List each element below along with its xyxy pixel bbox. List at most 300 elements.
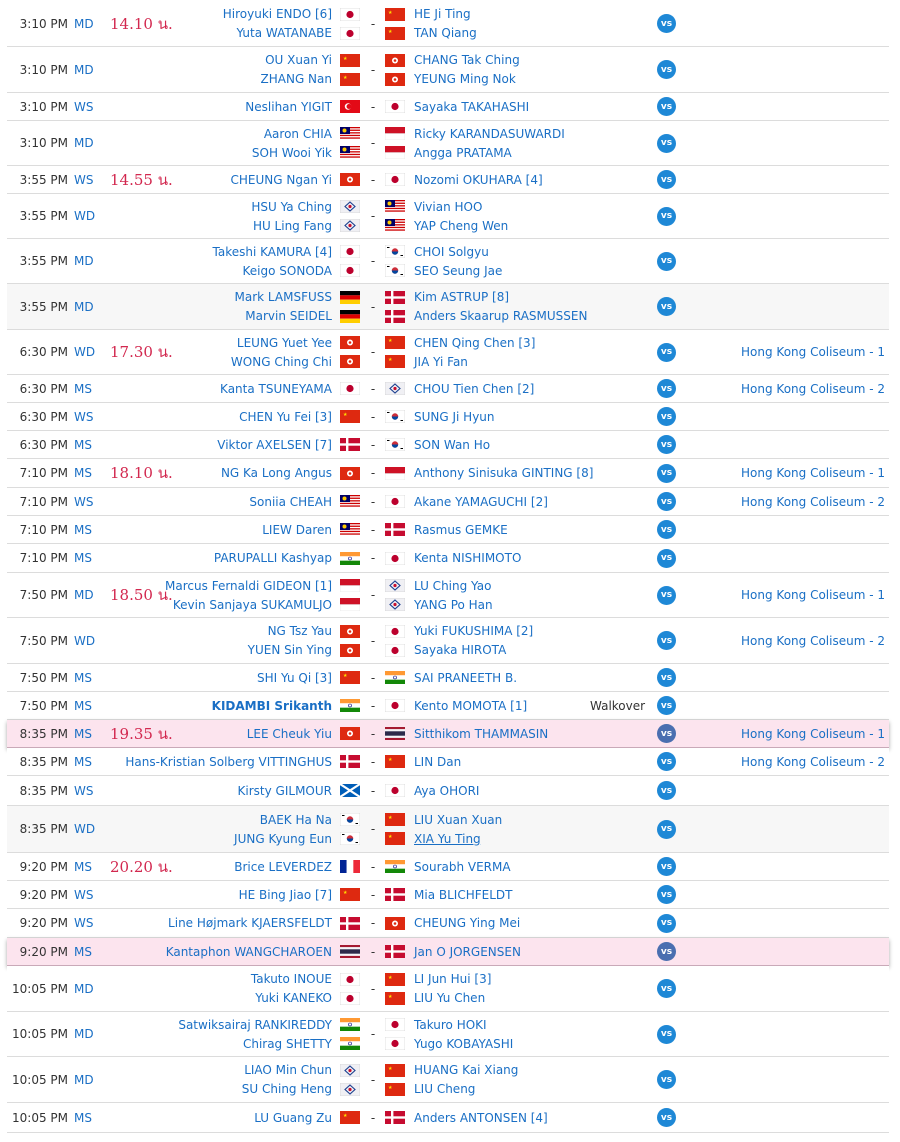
match-row[interactable] <box>7 909 889 938</box>
vs-icon[interactable]: vs <box>657 1025 676 1044</box>
vs-icon[interactable]: vs <box>657 1070 676 1089</box>
event-link[interactable]: MD <box>74 62 94 77</box>
player-link[interactable]: Sitthikom THAMMASIN <box>414 726 549 741</box>
vs-button[interactable] <box>657 720 676 747</box>
match-row[interactable] <box>7 239 889 284</box>
flag-den-icon <box>385 1111 405 1124</box>
player-link[interactable]: HE Ji Ting <box>414 7 471 21</box>
vs-button[interactable] <box>657 881 676 908</box>
vs-icon[interactable]: vs <box>657 857 676 876</box>
player-link[interactable]: Hans-Kristian Solberg VITTINGHUS <box>125 754 332 769</box>
player-link[interactable]: HE Bing Jiao [7] <box>238 887 332 902</box>
player-link[interactable]: LIU Xuan Xuan <box>414 812 503 827</box>
player-link[interactable]: LIU Yu Chen <box>414 991 486 1005</box>
vs-button[interactable] <box>657 488 676 515</box>
event-link[interactable]: WS <box>74 409 94 424</box>
flag-tha-icon <box>340 945 360 958</box>
vs-button[interactable] <box>657 664 676 691</box>
local-time-note: 20.20 น. <box>110 857 173 876</box>
event-link[interactable]: MD <box>74 1027 94 1041</box>
vs-icon[interactable]: vs <box>657 134 676 153</box>
vs-icon[interactable]: vs <box>657 60 676 79</box>
player-link[interactable]: LIN Dan <box>414 754 462 769</box>
vs-button[interactable] <box>657 375 676 402</box>
vs-icon[interactable]: vs <box>657 942 676 961</box>
player-link[interactable]: LEE Cheuk Yiu <box>246 726 332 741</box>
player-link[interactable]: SEO Seung Jae <box>414 263 503 278</box>
player-link[interactable]: CHEN Qing Chen [3] <box>414 335 536 350</box>
venue-link[interactable]: Hong Kong Coliseum - 1 <box>741 726 885 741</box>
player-link[interactable]: Aaron CHIA <box>263 126 332 141</box>
player-link[interactable]: LU Guang Zu <box>254 1110 332 1125</box>
player-link[interactable]: Takuro HOKI <box>414 1017 487 1032</box>
flag-ina-icon <box>340 598 360 611</box>
team-right <box>385 776 621 805</box>
player-link[interactable]: Kanta TSUNEYAMA <box>220 381 332 396</box>
vs-button[interactable] <box>657 748 676 775</box>
team-right <box>385 881 621 908</box>
player-link[interactable]: LIU Cheng <box>414 1082 476 1096</box>
flag-tpe-icon <box>340 1083 360 1096</box>
match-row[interactable] <box>7 431 889 459</box>
player-link[interactable]: Line Højmark KJAERSFELDT <box>168 916 332 930</box>
vs-icon[interactable]: vs <box>657 1108 676 1127</box>
event-link[interactable]: WS <box>74 887 94 902</box>
vs-button[interactable] <box>657 194 676 238</box>
player-link[interactable]: Kirsty GILMOUR <box>237 783 332 798</box>
vs-button[interactable] <box>657 284 676 329</box>
event-link[interactable]: MD <box>74 254 94 268</box>
match-row[interactable] <box>7 720 889 748</box>
player-link[interactable]: Vivian HOO <box>414 199 483 214</box>
flag-ina-icon <box>385 146 405 159</box>
player-link[interactable]: LI Jun Hui [3] <box>414 972 492 986</box>
vs-button[interactable] <box>657 166 676 193</box>
vs-icon[interactable]: vs <box>657 252 676 271</box>
player-link[interactable]: JIA Yi Fan <box>414 354 468 369</box>
player-link[interactable]: KIDAMBI Srikanth <box>211 698 332 713</box>
match-row[interactable] <box>7 375 889 403</box>
event-link[interactable]: MS <box>74 726 92 741</box>
player-link[interactable]: CHEN Yu Fei [3] <box>239 409 332 424</box>
player-link[interactable]: Chirag SHETTY <box>242 1036 332 1051</box>
event-link[interactable]: WD <box>74 345 96 359</box>
player-entry <box>385 24 477 43</box>
vs-button[interactable] <box>657 1012 676 1056</box>
player-link[interactable]: Mark LAMSFUSS <box>234 290 332 304</box>
event-link[interactable]: WS <box>74 783 94 798</box>
match-row[interactable] <box>7 47 889 93</box>
event-link[interactable]: WS <box>74 99 94 114</box>
player-link[interactable]: OU Xuan Yi <box>265 53 332 67</box>
event-link[interactable]: MS <box>74 522 92 537</box>
player-entry <box>385 1015 487 1034</box>
event-link[interactable]: WS <box>74 494 94 509</box>
player-link[interactable]: NG Ka Long Angus <box>220 466 332 480</box>
player-link[interactable]: Yuki FUKUSHIMA [2] <box>414 624 534 638</box>
player-entry <box>245 307 360 326</box>
venue-link[interactable]: Hong Kong Coliseum - 1 <box>741 466 885 480</box>
vs-icon[interactable]: vs <box>657 586 676 605</box>
flag-tpe-icon <box>385 579 405 592</box>
match-row[interactable] <box>7 806 889 853</box>
vs-icon[interactable]: vs <box>657 207 676 226</box>
player-link[interactable]: LIEW Daren <box>262 522 332 537</box>
player-entry <box>385 407 495 426</box>
player-entry <box>265 51 360 70</box>
vs-icon[interactable]: vs <box>657 820 676 839</box>
player-link[interactable]: Yugo KOBAYASHI <box>414 1036 514 1051</box>
match-row[interactable] <box>7 121 889 166</box>
team-left <box>147 194 360 238</box>
vs-button[interactable] <box>657 1 676 46</box>
player-link[interactable]: LIAO Min Chun <box>244 1063 332 1077</box>
match-row[interactable] <box>7 93 889 121</box>
match-row[interactable] <box>7 966 889 1012</box>
player-link[interactable]: ZHANG Nan <box>260 72 332 86</box>
player-link[interactable]: LU Ching Yao <box>414 578 492 593</box>
player-link[interactable]: YUEN Sin Ying <box>247 643 332 657</box>
player-link[interactable]: Sourabh VERMA <box>414 859 511 874</box>
team-right <box>385 516 621 543</box>
player-link[interactable]: SHI Yu Qi [3] <box>257 670 332 685</box>
venue-link[interactable]: Hong Kong Coliseum - 2 <box>741 754 885 769</box>
player-link[interactable]: Hiroyuki ENDO [6] <box>222 7 332 21</box>
event-link[interactable]: WD <box>74 633 96 648</box>
vs-icon[interactable]: vs <box>657 549 676 568</box>
match-row[interactable] <box>7 573 889 618</box>
player-link[interactable]: Kenta NISHIMOTO <box>414 551 522 565</box>
player-link[interactable]: SAI PRANEETH B. <box>414 670 518 685</box>
vs-button[interactable] <box>657 806 676 852</box>
event-link[interactable]: MD <box>74 136 94 150</box>
player-entry <box>217 435 360 454</box>
player-link[interactable]: SON Wan Ho <box>414 437 491 452</box>
player-entry <box>214 549 360 568</box>
player-link[interactable]: BAEK Ha Na <box>259 812 332 827</box>
vs-button[interactable] <box>657 516 676 543</box>
event-link[interactable]: MS <box>74 670 92 685</box>
player-link[interactable]: Marcus Fernaldi GIDEON [1] <box>165 578 332 593</box>
match-row[interactable] <box>7 488 889 516</box>
match-row[interactable] <box>7 1012 889 1057</box>
player-entry <box>385 492 548 511</box>
player-link[interactable]: XIA Yu Ting <box>414 831 481 846</box>
event-link[interactable]: WD <box>74 209 96 223</box>
event-link[interactable]: MS <box>74 381 92 396</box>
match-row[interactable] <box>7 618 889 664</box>
event-link[interactable]: MD <box>74 299 94 314</box>
player-link[interactable]: CHEUNG Ying Mei <box>414 916 521 930</box>
player-link[interactable]: CHEUNG Ngan Yi <box>230 172 332 187</box>
venue-link[interactable]: Hong Kong Coliseum - 1 <box>741 345 885 359</box>
vs-button[interactable] <box>657 544 676 572</box>
player-link[interactable]: YEUNG Ming Nok <box>414 72 516 86</box>
match-time: 7:50 PM <box>19 670 68 685</box>
player-entry <box>239 407 360 426</box>
venue-link[interactable]: Hong Kong Coliseum - 2 <box>741 494 885 509</box>
versus-dash: - <box>370 754 376 769</box>
vs-icon[interactable]: vs <box>657 914 676 933</box>
player-entry <box>385 197 482 216</box>
player-entry <box>385 724 548 743</box>
player-link[interactable]: Kento MOMOTA [1] <box>414 698 528 713</box>
match-row[interactable] <box>7 853 889 881</box>
player-link[interactable]: Yuki KANEKO <box>255 991 332 1005</box>
event-link[interactable]: WD <box>74 822 96 836</box>
flag-mas-icon <box>385 219 405 232</box>
player-link[interactable]: Nozomi OKUHARA [4] <box>414 172 543 187</box>
flag-ind-icon <box>340 552 360 565</box>
vs-icon[interactable]: vs <box>657 979 676 998</box>
flag-hkg-icon <box>340 625 360 638</box>
match-row[interactable] <box>7 692 889 720</box>
vs-button[interactable] <box>657 938 676 965</box>
vs-icon[interactable]: vs <box>657 379 676 398</box>
event-link[interactable]: MD <box>74 588 94 602</box>
player-link[interactable]: WONG Ching Chi <box>230 354 332 369</box>
versus-dash: - <box>370 209 376 223</box>
player-link[interactable]: YAP Cheng Wen <box>414 218 509 233</box>
vs-button[interactable] <box>657 239 676 283</box>
vs-button[interactable] <box>657 692 676 719</box>
player-link[interactable]: Rasmus GEMKE <box>414 522 508 537</box>
vs-button[interactable] <box>657 121 676 165</box>
event-link[interactable]: MS <box>74 437 92 452</box>
team-right <box>385 1057 621 1102</box>
flag-jpn-icon <box>385 100 405 113</box>
vs-button[interactable] <box>657 403 676 430</box>
svg-text:★: ★ <box>343 55 348 62</box>
match-row[interactable] <box>7 1 889 47</box>
match-row[interactable] <box>7 544 889 573</box>
team-right <box>385 47 621 92</box>
venue-link[interactable]: Hong Kong Coliseum - 2 <box>741 633 885 648</box>
event-link[interactable]: MS <box>74 1110 92 1125</box>
vs-button[interactable] <box>657 909 676 937</box>
player-entry <box>385 885 512 904</box>
versus-dash: - <box>370 944 376 959</box>
versus-dash: - <box>370 1110 376 1125</box>
player-link[interactable]: Akane YAMAGUCHI [2] <box>414 494 548 509</box>
versus-dash: - <box>370 859 376 874</box>
vs-button[interactable] <box>657 1103 676 1132</box>
vs-icon[interactable]: vs <box>657 696 676 715</box>
vs-button[interactable] <box>657 1057 676 1102</box>
player-entry <box>385 696 527 715</box>
player-link[interactable]: Anthony Sinisuka GINTING [8] <box>414 466 594 480</box>
match-row[interactable] <box>7 516 889 544</box>
vs-button[interactable] <box>657 573 676 617</box>
player-link[interactable]: CHANG Tak Ching <box>414 53 520 67</box>
match-row[interactable] <box>7 881 889 909</box>
vs-icon[interactable]: vs <box>657 435 676 454</box>
match-row[interactable] <box>7 284 889 330</box>
player-entry <box>165 576 360 595</box>
team-left <box>147 1012 360 1056</box>
match-row[interactable] <box>7 1057 889 1103</box>
vs-icon[interactable]: vs <box>657 752 676 771</box>
player-link[interactable]: Kantaphon WANGCHAROEN <box>165 944 332 959</box>
flag-chn-icon <box>385 755 405 768</box>
event-link[interactable]: MD <box>74 981 94 996</box>
match-row[interactable] <box>7 776 889 806</box>
player-link[interactable]: Marvin SEIDEL <box>245 309 332 323</box>
team-left <box>147 459 360 487</box>
vs-button[interactable] <box>657 966 676 1011</box>
vs-icon[interactable]: vs <box>657 668 676 687</box>
versus-dash: - <box>370 381 376 396</box>
vs-icon[interactable]: vs <box>657 885 676 904</box>
team-left <box>147 806 360 852</box>
player-entry <box>264 124 360 143</box>
event-link[interactable]: MS <box>74 466 92 480</box>
vs-icon[interactable]: vs <box>657 631 676 650</box>
player-link[interactable]: PARUPALLI Kashyap <box>213 551 332 565</box>
player-entry <box>251 970 360 989</box>
player-link[interactable]: Anders Skaarup RASMUSSEN <box>414 309 588 323</box>
vs-icon[interactable]: vs <box>657 407 676 426</box>
player-entry <box>260 810 360 829</box>
player-link[interactable]: Sayaka TAKAHASHI <box>414 99 530 114</box>
flag-jpn-icon <box>340 992 360 1005</box>
player-link[interactable]: Yuta WATANABE <box>236 26 332 40</box>
event-link[interactable]: MD <box>74 16 94 31</box>
venue-link[interactable]: Hong Kong Coliseum - 2 <box>741 381 885 396</box>
player-link[interactable]: Satwiksairaj RANKIREDDY <box>178 1017 332 1032</box>
player-link[interactable]: SOH Wooi Yik <box>251 145 332 160</box>
event-link[interactable]: WS <box>74 172 94 187</box>
match-row[interactable] <box>7 938 889 966</box>
player-link[interactable]: HSU Ya Ching <box>251 199 332 214</box>
vs-button[interactable] <box>657 776 676 805</box>
match-row[interactable] <box>7 166 889 194</box>
vs-button[interactable] <box>657 459 676 487</box>
player-link[interactable]: YANG Po Han <box>414 597 493 612</box>
player-link[interactable]: JUNG Kyung Eun <box>234 831 332 846</box>
player-link[interactable]: HU Ling Fang <box>252 218 332 233</box>
player-link[interactable]: CHOU Tien Chen [2] <box>414 381 535 396</box>
vs-button[interactable] <box>657 47 676 92</box>
event-link[interactable]: MS <box>74 754 92 769</box>
player-link[interactable]: Neslihan YIGIT <box>245 99 332 114</box>
player-link[interactable]: CHOI Solgyu <box>414 244 489 259</box>
match-time: 9:20 PM <box>19 916 68 930</box>
versus-dash: - <box>370 698 376 713</box>
flag-jpn-icon <box>385 699 405 712</box>
event-link[interactable]: MS <box>74 551 92 565</box>
flag-ind-icon <box>385 671 405 684</box>
vs-icon[interactable]: vs <box>657 343 676 362</box>
player-link[interactable]: LEUNG Yuet Yee <box>236 335 332 350</box>
team-right <box>385 1012 621 1056</box>
player-link[interactable]: Ricky KARANDASUWARDI <box>414 126 565 141</box>
match-time: 7:50 PM <box>19 698 68 713</box>
match-row[interactable] <box>7 1103 889 1133</box>
vs-icon[interactable]: vs <box>657 297 676 316</box>
flag-hkg-icon <box>340 173 360 186</box>
player-entry <box>223 5 360 24</box>
vs-button[interactable] <box>657 431 676 458</box>
match-row[interactable] <box>7 459 889 488</box>
flag-kor-icon <box>385 410 405 423</box>
player-link[interactable]: NG Tsz Yau <box>267 624 332 638</box>
player-link[interactable]: Aya OHORI <box>414 783 480 798</box>
vs-icon[interactable]: vs <box>657 520 676 539</box>
flag-fra-icon <box>340 860 360 873</box>
vs-button[interactable] <box>657 618 676 663</box>
player-link[interactable]: Brice LEVERDEZ <box>234 859 332 874</box>
flag-ind-icon <box>340 699 360 712</box>
player-link[interactable]: SU Ching Heng <box>241 1082 332 1096</box>
player-link[interactable]: Soniia CHEAH <box>249 494 332 509</box>
player-link[interactable]: Takuto INOUE <box>250 972 332 986</box>
player-link[interactable]: TAN Qiang <box>414 26 477 40</box>
match-row[interactable] <box>7 664 889 692</box>
venue-link[interactable]: Hong Kong Coliseum - 1 <box>741 588 885 602</box>
player-link[interactable]: Angga PRATAMA <box>414 145 512 160</box>
match-time: 7:10 PM <box>19 466 68 480</box>
vs-button[interactable] <box>657 93 676 120</box>
player-link[interactable]: Kevin Sanjaya SUKAMULJO <box>172 597 332 612</box>
player-entry <box>268 622 360 641</box>
flag-chn-icon <box>385 27 405 40</box>
team-right <box>385 573 621 617</box>
svg-text:★: ★ <box>343 74 348 81</box>
vs-icon[interactable]: vs <box>657 492 676 511</box>
flag-jpn-icon <box>385 1018 405 1031</box>
flag-tha-icon <box>385 727 405 740</box>
event-link[interactable]: MS <box>74 944 92 959</box>
player-link[interactable]: Keigo SONODA <box>242 263 332 278</box>
player-link[interactable]: Viktor AXELSEN [7] <box>217 437 332 452</box>
match-row[interactable] <box>7 748 889 776</box>
event-link[interactable]: MS <box>74 698 92 713</box>
versus-dash: - <box>370 588 376 602</box>
event-link[interactable]: WS <box>74 916 94 930</box>
vs-button[interactable] <box>657 853 676 880</box>
player-entry <box>385 242 489 261</box>
player-link[interactable]: SUNG Ji Hyun <box>414 409 495 424</box>
vs-icon[interactable]: vs <box>657 724 676 743</box>
match-row[interactable] <box>7 330 889 375</box>
flag-ind-icon <box>340 1037 360 1050</box>
player-link[interactable]: Kim ASTRUP [8] <box>414 290 510 304</box>
vs-button[interactable] <box>657 330 676 374</box>
vs-icon[interactable]: vs <box>657 170 676 189</box>
team-left <box>147 284 360 329</box>
flag-chn-icon <box>385 336 405 349</box>
team-left <box>147 166 360 193</box>
vs-icon[interactable]: vs <box>657 14 676 33</box>
player-link[interactable]: Sayaka HIROTA <box>414 643 507 657</box>
match-time: 7:10 PM <box>19 494 68 509</box>
vs-icon[interactable]: vs <box>657 97 676 116</box>
player-entry <box>173 595 360 614</box>
vs-icon[interactable]: vs <box>657 781 676 800</box>
player-link[interactable]: Jan O JORGENSEN <box>414 944 521 959</box>
player-link[interactable]: Takeshi KAMURA [4] <box>212 244 332 259</box>
player-link[interactable]: HUANG Kai Xiang <box>414 1063 519 1077</box>
match-row[interactable] <box>7 194 889 239</box>
player-link[interactable]: Anders ANTONSEN [4] <box>414 1110 548 1125</box>
player-link[interactable]: Mia BLICHFELDT <box>414 887 513 902</box>
vs-icon[interactable]: vs <box>657 464 676 483</box>
match-row[interactable] <box>7 403 889 431</box>
svg-text:★: ★ <box>343 1113 348 1119</box>
event-link[interactable]: MD <box>74 1072 94 1087</box>
event-link[interactable]: MS <box>74 859 92 874</box>
